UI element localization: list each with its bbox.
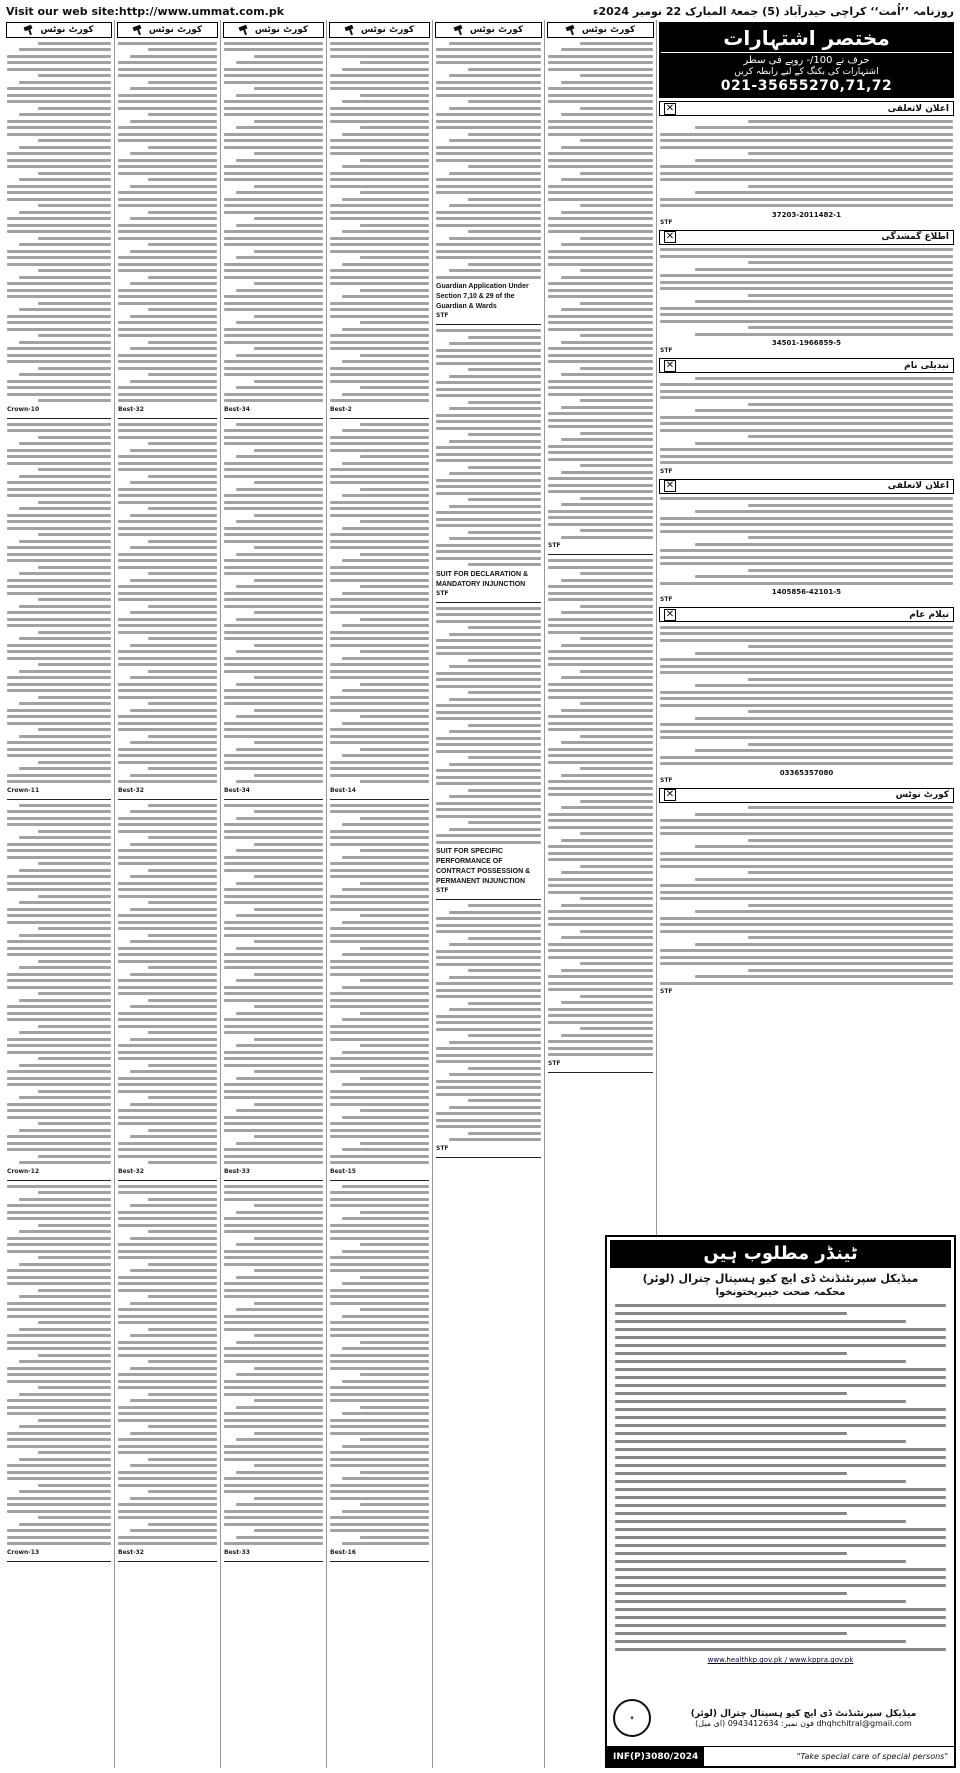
- notice-tag: STF: [660, 218, 673, 226]
- notice-tag: Crown-11: [7, 786, 40, 794]
- notice-tag: Best-34: [224, 405, 250, 413]
- gavel-icon: [454, 26, 466, 34]
- notice-tag: STF: [548, 1059, 561, 1067]
- notice-tag: STF: [660, 988, 673, 995]
- tender-issuer: میڈیکل سپرنٹنڈنٹ ڈی ایچ کیو ہسپتال چترال (لوئر): [642, 1272, 919, 1285]
- tender-notice: [605, 1235, 956, 1768]
- notice-tag: Best-32: [118, 786, 144, 794]
- notice-tag: Best-32: [118, 1548, 144, 1556]
- tender-body: [607, 1304, 954, 1651]
- newspaper-page: [4, 20, 956, 1768]
- classified-number: 37203-2011482-1: [771, 210, 842, 219]
- notice-tag: Best-33: [224, 1167, 250, 1175]
- tender-footer: [613, 1696, 948, 1740]
- column-header: کورٹ نوٹس: [435, 22, 542, 38]
- tender-department: محکمہ صحت خیبرپختونخوا: [715, 1287, 846, 1298]
- gavel-icon: [566, 26, 578, 34]
- classified-section-header: ✕ اعلان لاتعلقی: [659, 101, 954, 116]
- column-header: کورٹ نوٹس: [329, 22, 430, 38]
- tender-title: ٹینڈر مطلوب ہیں: [610, 1240, 951, 1268]
- notice-tag: Crown-13: [7, 1548, 40, 1556]
- court-notice-column: [114, 20, 220, 1768]
- column-header: کورٹ نوٹس: [547, 22, 654, 38]
- classified-section-header: ✕ اعلان لاتعلقی: [659, 479, 954, 494]
- classified-contact: اشتہارات کی بکنگ کے لیے رابطہ کریں: [734, 67, 879, 77]
- masthead: [6, 4, 954, 18]
- close-icon: ✕: [665, 789, 675, 800]
- classified-title: مختصر اشتہارات: [723, 26, 890, 50]
- notice-tag: STF: [660, 776, 673, 784]
- tender-footer-office: میڈیکل سپرنٹنڈنٹ ڈی ایچ کیو ہسپتال چترال (لوئر): [690, 1708, 917, 1719]
- notice-tag: Best-15: [330, 1167, 356, 1175]
- tender-links[interactable]: www.healthkp.gov.pk / www.kppra.gov.pk: [707, 1656, 854, 1664]
- column-header: کورٹ نوٹس: [6, 22, 112, 38]
- classified-section-header: ✕ تبدیلی نام: [659, 358, 954, 373]
- government-seal-icon: ✦: [613, 1699, 651, 1737]
- dateline: روزنامہ ’’اُمت‘‘ کراچی حیدرآباد (5) جمعۃ المبارک 22 نومبر 2024ء: [592, 4, 954, 18]
- court-notice-column: [220, 20, 326, 1768]
- classified-phone: 021-35655270,71,72: [720, 78, 893, 94]
- notice-tag: Best-14: [330, 786, 356, 794]
- gavel-icon: [133, 26, 145, 34]
- classified-header: [659, 22, 954, 98]
- classified-number: 34501-1966859-5: [771, 339, 842, 347]
- notice-tag: STF: [660, 467, 673, 475]
- notice-tag: STF: [660, 347, 673, 354]
- notice-tag: Best-33: [224, 1548, 250, 1556]
- website-link[interactable]: Visit our web site:http://www.ummat.com.pk: [6, 4, 285, 18]
- classified-section-header: ✕ اطلاع گمشدگی: [659, 230, 954, 245]
- court-notice-column: [432, 20, 544, 1768]
- classified-section-header: ✕ کورٹ نوٹس: [659, 788, 954, 803]
- notice-tag: Best-32: [118, 405, 144, 413]
- notice-tag: Best-32: [118, 1167, 144, 1175]
- classified-number: 1405856-42101-5: [771, 588, 842, 596]
- notice-tag: STF: [548, 542, 561, 549]
- gavel-icon: [24, 26, 36, 34]
- notice-tag: Crown-12: [7, 1167, 40, 1175]
- notice-tag: Best-34: [224, 786, 250, 794]
- notice-tag: STF: [436, 312, 449, 319]
- court-notice-column: [4, 20, 114, 1768]
- court-notice-column: [326, 20, 432, 1768]
- classified-number: 03365357080: [779, 768, 834, 777]
- column-header: کورٹ نوٹس: [223, 22, 324, 38]
- english-caption: Guardian Application Under Section 7,10 & 29 of the Guardian & Wards: [436, 283, 529, 310]
- notice-tag: STF: [436, 1144, 449, 1152]
- close-icon: ✕: [665, 480, 675, 491]
- tender-ref: INF(P)3080/2024: [607, 1747, 704, 1767]
- notice-tag: Best-16: [330, 1548, 356, 1556]
- column-header: کورٹ نوٹس: [117, 22, 218, 38]
- classified-section-header: ✕ نیلام عام: [659, 607, 954, 622]
- close-icon: ✕: [665, 608, 675, 620]
- classified-rate: حرف نے 100/- روپے فی سطر: [661, 52, 952, 66]
- notice-tag: STF: [660, 596, 673, 603]
- gavel-icon: [239, 26, 251, 34]
- notice-tag: STF: [436, 887, 449, 894]
- close-icon: ✕: [665, 102, 675, 114]
- gavel-icon: [345, 26, 357, 34]
- close-icon: ✕: [665, 231, 675, 242]
- notice-tag: STF: [436, 589, 449, 597]
- close-icon: ✕: [665, 359, 675, 371]
- notice-tag: Crown-10: [7, 405, 40, 413]
- tender-slogan: "Take special care of special persons": [796, 1752, 948, 1761]
- english-caption: SUIT FOR SPECIFIC PERFORMANCE OF CONTRACT POSSESSION & PERMANENT INJUNCTION: [436, 848, 531, 885]
- notice-tag: Best-2: [330, 405, 352, 413]
- tender-contact: فون نمبر: 0943412634 (ای میل) dhqhchitral@gmail.com: [695, 1718, 912, 1728]
- english-caption: SUIT FOR DECLARATION & MANDATORY INJUNCTION: [436, 570, 529, 588]
